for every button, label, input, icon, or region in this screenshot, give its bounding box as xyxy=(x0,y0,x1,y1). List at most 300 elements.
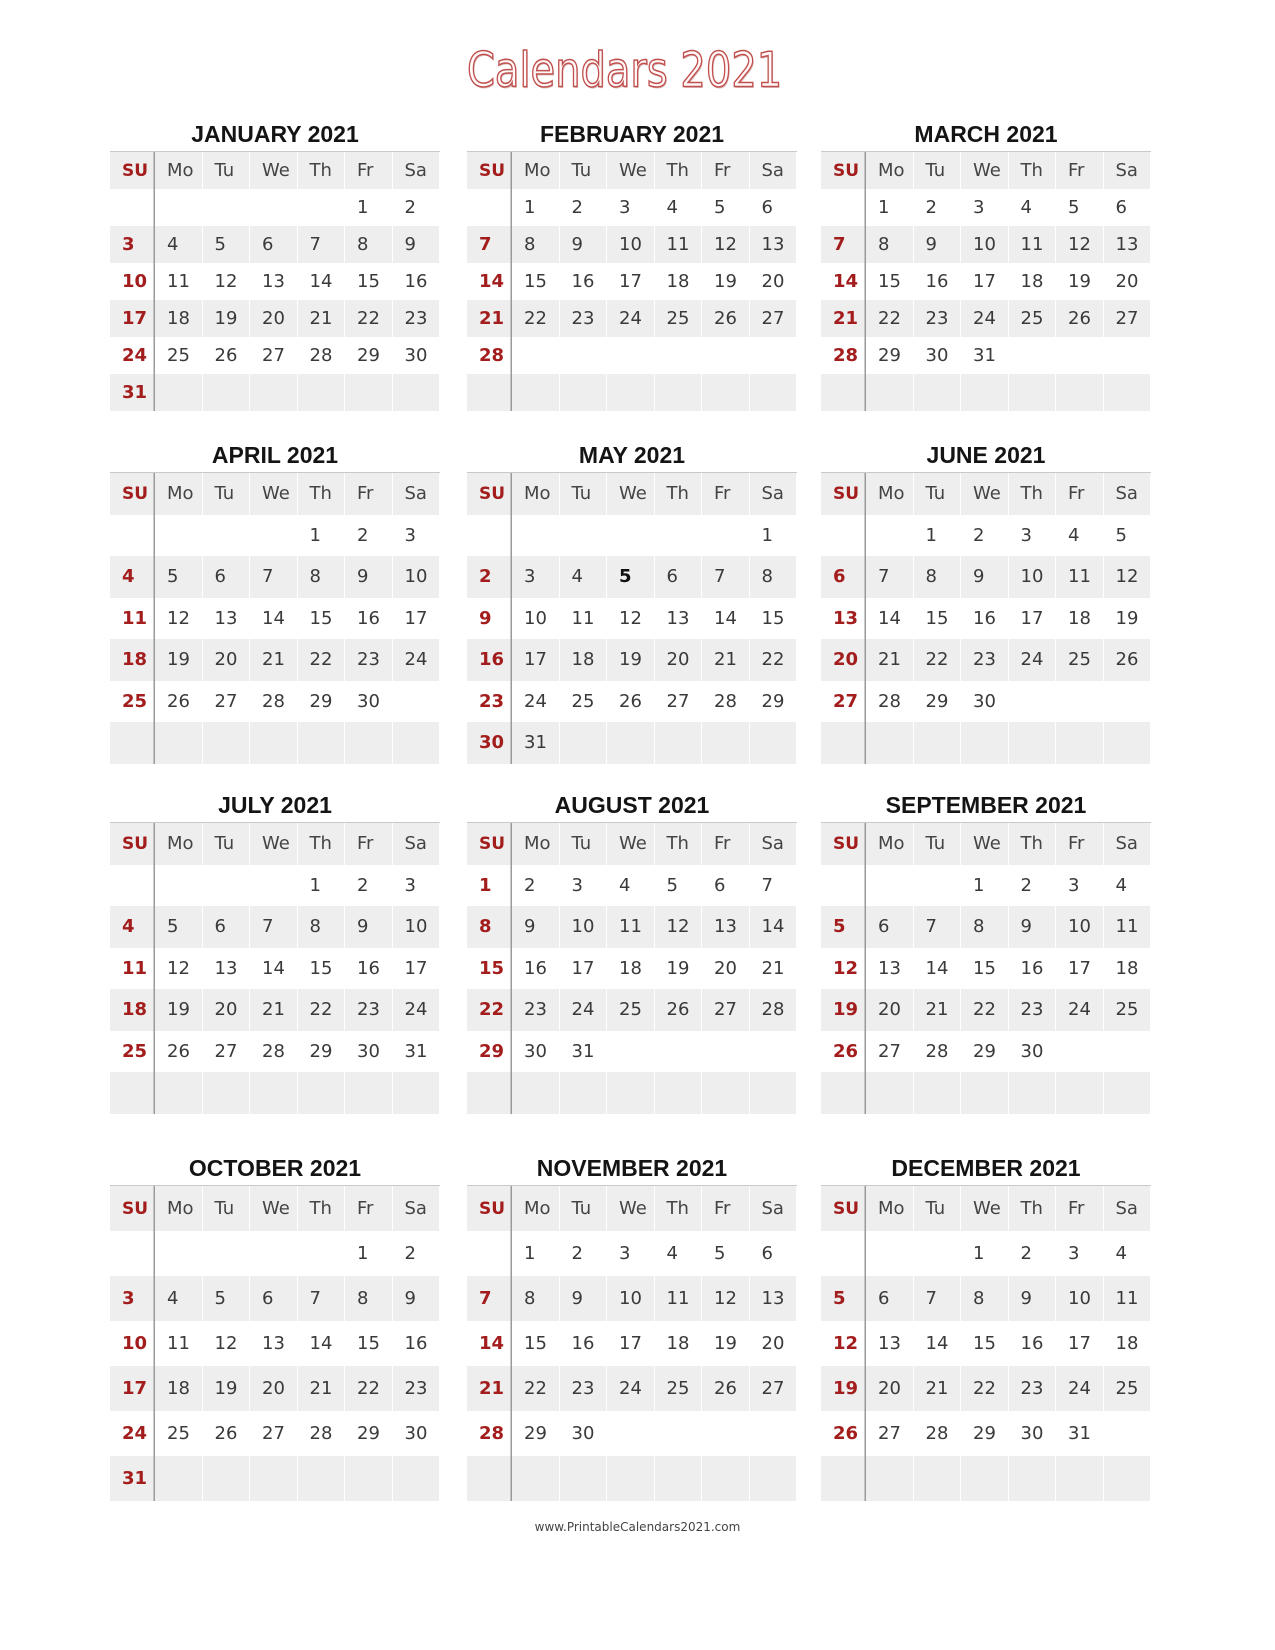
day-cell: 30 xyxy=(1020,1423,1044,1444)
day-cell: 9 xyxy=(512,906,560,948)
weekday-header-th: Th xyxy=(1009,152,1057,189)
empty-cell xyxy=(110,722,155,764)
weekday-header-sa: Sa xyxy=(393,152,441,189)
empty-cell xyxy=(866,865,914,907)
empty-cell xyxy=(914,865,962,907)
day-cell: 1 xyxy=(878,197,890,218)
day-cell: 22 xyxy=(961,1366,1009,1411)
weekday-header-fr: Fr xyxy=(345,473,393,515)
empty-cell xyxy=(655,337,703,374)
day-cell: 15 xyxy=(524,271,547,292)
weekday-header-fr: Fr xyxy=(1056,473,1104,515)
empty-cell xyxy=(203,1072,251,1114)
day-cell: 11 xyxy=(167,271,190,292)
day-cell: 11 xyxy=(1056,556,1104,598)
sunday-day-cell: 12 xyxy=(821,948,866,990)
empty-cell xyxy=(1056,1456,1104,1501)
day-cell: 12 xyxy=(1104,556,1152,598)
day-cell: 7 xyxy=(866,556,914,598)
day-cell: 22 xyxy=(345,1366,393,1411)
empty-cell xyxy=(155,722,203,764)
empty-cell xyxy=(298,1456,346,1501)
day-cell: 2 xyxy=(404,1243,416,1264)
day-cell: 29 xyxy=(973,1423,996,1444)
weekday-header-su: SU xyxy=(110,473,155,515)
empty-cell xyxy=(393,1072,441,1114)
day-cell: 16 xyxy=(357,957,380,979)
day-cell: 3 xyxy=(1068,874,1080,896)
sunday-day-cell: 3 xyxy=(110,226,155,263)
empty-cell xyxy=(607,515,655,557)
month-grid xyxy=(821,472,1151,764)
weekday-header-tu: Tu xyxy=(560,152,608,189)
day-cell: 25 xyxy=(655,300,703,337)
weekday-header-th: Th xyxy=(298,152,346,189)
day-cell: 23 xyxy=(393,1366,441,1411)
day-cell: 2 xyxy=(357,874,369,896)
day-cell: 6 xyxy=(761,1243,773,1264)
day-cell: 2 xyxy=(571,197,583,218)
weekday-header-mo: Mo xyxy=(866,152,914,189)
day-cell: 15 xyxy=(973,1333,996,1354)
weekday-header-fr: Fr xyxy=(702,473,750,515)
empty-cell xyxy=(250,722,298,764)
empty-cell xyxy=(655,722,703,764)
empty-cell xyxy=(866,1072,914,1114)
day-cell: 18 xyxy=(1115,1333,1139,1354)
weekday-header-mo: Mo xyxy=(512,1186,560,1231)
footer-url: www.PrintableCalendars2021.com xyxy=(534,1520,741,1534)
empty-cell xyxy=(1009,374,1057,411)
day-cell: 24 xyxy=(1056,1366,1104,1411)
day-cell: 15 xyxy=(309,607,333,629)
empty-cell xyxy=(467,1072,512,1114)
day-cell: 11 xyxy=(655,226,703,263)
day-cell: 3 xyxy=(973,197,985,218)
day-cell: 30 xyxy=(357,1040,380,1062)
day-cell: 1 xyxy=(524,197,536,218)
empty-cell xyxy=(110,189,155,226)
empty-cell xyxy=(702,1411,750,1456)
empty-cell xyxy=(607,1072,655,1114)
month-title: JUNE 2021 xyxy=(926,442,1046,468)
weekday-header-fr: Fr xyxy=(1056,823,1104,865)
day-cell: 13 xyxy=(214,957,238,979)
empty-cell xyxy=(1009,1456,1057,1501)
sunday-day-cell: 30 xyxy=(467,722,512,764)
empty-cell xyxy=(866,515,914,557)
month-january xyxy=(110,119,440,411)
page-title-text: Calendars 2021 xyxy=(467,43,783,99)
empty-cell xyxy=(467,189,512,226)
day-cell: 24 xyxy=(1009,639,1057,681)
day-cell: 24 xyxy=(393,989,441,1031)
day-cell: 16 xyxy=(524,957,547,979)
empty-cell xyxy=(1056,1072,1104,1114)
sunday-day-cell: 27 xyxy=(821,681,866,723)
day-cell: 4 xyxy=(1115,1243,1127,1264)
weekday-header-we: We xyxy=(961,1186,1009,1231)
day-cell: 25 xyxy=(571,690,595,712)
empty-cell xyxy=(467,374,512,411)
empty-cell xyxy=(1009,337,1057,374)
weekday-header-sa: Sa xyxy=(1104,473,1152,515)
weekday-header-th: Th xyxy=(1009,823,1057,865)
day-cell: 8 xyxy=(345,226,393,263)
day-cell: 10 xyxy=(393,556,441,598)
day-cell: 19 xyxy=(155,639,203,681)
empty-cell xyxy=(1104,681,1152,723)
weekday-header-we: We xyxy=(250,473,298,515)
month-title: DECEMBER 2021 xyxy=(891,1155,1081,1181)
month-title: JANUARY 2021 xyxy=(191,121,359,147)
day-cell: 10 xyxy=(607,226,655,263)
weekday-header-tu: Tu xyxy=(560,1186,608,1231)
sunday-day-cell: 11 xyxy=(110,598,155,640)
sunday-day-cell: 13 xyxy=(821,598,866,640)
day-cell: 13 xyxy=(262,271,285,292)
empty-cell xyxy=(866,374,914,411)
day-cell: 19 xyxy=(203,300,251,337)
day-cell: 12 xyxy=(702,1276,750,1321)
day-cell: 20 xyxy=(203,639,251,681)
day-cell: 6 xyxy=(203,906,251,948)
day-cell: 16 xyxy=(357,607,380,629)
day-cell: 23 xyxy=(560,1366,608,1411)
day-cell: 25 xyxy=(655,1366,703,1411)
empty-cell xyxy=(1104,1031,1152,1073)
day-cell: 28 xyxy=(309,1423,333,1444)
day-cell: 22 xyxy=(961,989,1009,1031)
empty-cell xyxy=(961,374,1009,411)
day-cell: 14 xyxy=(925,957,949,979)
empty-cell xyxy=(512,374,560,411)
day-cell: 22 xyxy=(512,300,560,337)
day-cell: 18 xyxy=(1115,957,1139,979)
day-cell: 30 xyxy=(524,1040,547,1062)
sunday-day-cell: 12 xyxy=(821,1321,866,1366)
empty-cell xyxy=(1104,337,1152,374)
day-cell: 11 xyxy=(1009,226,1057,263)
empty-cell xyxy=(702,337,750,374)
month-grid xyxy=(110,472,440,764)
day-cell: 16 xyxy=(404,1333,428,1354)
empty-cell xyxy=(467,515,512,557)
day-cell: 12 xyxy=(167,957,190,979)
day-cell: 20 xyxy=(655,639,703,681)
day-cell: 6 xyxy=(761,197,773,218)
day-cell: 10 xyxy=(1056,1276,1104,1321)
day-cell: 17 xyxy=(1020,607,1044,629)
month-grid xyxy=(467,822,797,1114)
weekday-header-su: SU xyxy=(110,152,155,189)
day-cell: 19 xyxy=(714,1333,737,1354)
weekday-header-we: We xyxy=(250,152,298,189)
weekday-header-fr: Fr xyxy=(345,823,393,865)
month-title: AUGUST 2021 xyxy=(554,792,710,818)
day-cell: 18 xyxy=(1020,271,1044,292)
empty-cell xyxy=(655,515,703,557)
day-cell: 13 xyxy=(262,1333,285,1354)
weekday-header-th: Th xyxy=(655,473,703,515)
day-cell: 26 xyxy=(214,345,238,366)
day-cell: 28 xyxy=(925,1040,949,1062)
day-cell: 12 xyxy=(1056,226,1104,263)
day-cell: 7 xyxy=(298,1276,346,1321)
empty-cell xyxy=(512,337,560,374)
weekday-header-sa: Sa xyxy=(750,823,798,865)
empty-cell xyxy=(655,1456,703,1501)
day-cell: 6 xyxy=(1115,197,1127,218)
empty-cell xyxy=(298,1231,346,1276)
day-cell: 16 xyxy=(571,1333,595,1354)
sunday-day-cell: 26 xyxy=(821,1411,866,1456)
day-cell: 30 xyxy=(973,690,996,712)
day-cell: 2 xyxy=(571,1243,583,1264)
day-cell: 10 xyxy=(961,226,1009,263)
empty-cell xyxy=(1009,1072,1057,1114)
empty-cell xyxy=(155,1231,203,1276)
empty-cell xyxy=(821,1231,866,1276)
day-cell: 9 xyxy=(393,1276,441,1321)
day-cell: 22 xyxy=(750,639,798,681)
empty-cell xyxy=(607,337,655,374)
day-cell: 8 xyxy=(298,906,346,948)
empty-cell xyxy=(1104,1072,1152,1114)
weekday-header-tu: Tu xyxy=(914,1186,962,1231)
empty-cell xyxy=(702,722,750,764)
day-cell: 22 xyxy=(512,1366,560,1411)
day-cell: 18 xyxy=(666,1333,690,1354)
weekday-header-sa: Sa xyxy=(1104,1186,1152,1231)
empty-cell xyxy=(250,1072,298,1114)
day-cell: 23 xyxy=(961,639,1009,681)
day-cell: 30 xyxy=(404,1423,428,1444)
empty-cell xyxy=(298,189,346,226)
day-cell: 26 xyxy=(702,1366,750,1411)
day-cell: 25 xyxy=(1104,989,1152,1031)
day-cell: 17 xyxy=(619,1333,642,1354)
empty-cell xyxy=(961,1072,1009,1114)
day-cell: 20 xyxy=(203,989,251,1031)
weekday-header-mo: Mo xyxy=(866,473,914,515)
day-cell: 9 xyxy=(345,906,393,948)
empty-cell xyxy=(607,1031,655,1073)
weekday-header-mo: Mo xyxy=(155,1186,203,1231)
weekday-header-fr: Fr xyxy=(702,823,750,865)
day-cell: 21 xyxy=(702,639,750,681)
day-cell: 1 xyxy=(973,1243,985,1264)
sunday-day-cell: 28 xyxy=(467,1411,512,1456)
day-cell: 19 xyxy=(714,271,737,292)
day-cell: 2 xyxy=(357,524,369,546)
empty-cell xyxy=(345,1072,393,1114)
empty-cell xyxy=(250,374,298,411)
sunday-day-cell: 7 xyxy=(467,226,512,263)
sunday-day-cell: 1 xyxy=(467,865,512,907)
day-cell: 8 xyxy=(914,556,962,598)
empty-cell xyxy=(1009,681,1057,723)
empty-cell xyxy=(914,1231,962,1276)
day-cell: 26 xyxy=(619,690,642,712)
empty-cell xyxy=(298,374,346,411)
day-cell: 13 xyxy=(666,607,690,629)
day-cell: 13 xyxy=(750,1276,798,1321)
day-cell: 1 xyxy=(524,1243,536,1264)
empty-cell xyxy=(560,337,608,374)
day-cell: 21 xyxy=(298,300,346,337)
empty-cell xyxy=(110,1231,155,1276)
day-cell: 29 xyxy=(309,1040,333,1062)
day-cell: 21 xyxy=(866,639,914,681)
weekday-header-tu: Tu xyxy=(914,823,962,865)
day-cell: 19 xyxy=(607,639,655,681)
sunday-day-cell: 7 xyxy=(821,226,866,263)
day-cell: 21 xyxy=(250,989,298,1031)
day-cell: 16 xyxy=(925,271,949,292)
day-cell: 16 xyxy=(571,271,595,292)
sunday-day-cell: 29 xyxy=(467,1031,512,1073)
day-cell: 9 xyxy=(560,226,608,263)
empty-cell xyxy=(914,374,962,411)
sunday-day-cell: 23 xyxy=(467,681,512,723)
empty-cell xyxy=(607,1456,655,1501)
day-cell: 9 xyxy=(1009,906,1057,948)
empty-cell xyxy=(110,865,155,907)
day-cell: 23 xyxy=(1009,989,1057,1031)
empty-cell xyxy=(250,1231,298,1276)
month-title: FEBRUARY 2021 xyxy=(539,121,725,147)
day-cell: 27 xyxy=(214,1040,238,1062)
empty-cell xyxy=(1009,722,1057,764)
empty-cell xyxy=(750,1072,798,1114)
day-cell: 11 xyxy=(571,607,595,629)
day-cell: 28 xyxy=(750,989,798,1031)
sunday-day-cell: 28 xyxy=(467,337,512,374)
day-cell: 3 xyxy=(619,1243,631,1264)
day-cell: 30 xyxy=(925,345,949,366)
day-cell: 16 xyxy=(973,607,996,629)
weekday-header-su: SU xyxy=(467,152,512,189)
empty-cell xyxy=(866,1456,914,1501)
day-cell: 5 xyxy=(607,556,655,598)
day-cell: 15 xyxy=(357,271,380,292)
day-cell: 29 xyxy=(309,690,333,712)
day-cell: 14 xyxy=(750,906,798,948)
day-cell: 27 xyxy=(262,345,285,366)
month-september xyxy=(821,790,1151,1114)
day-cell: 13 xyxy=(750,226,798,263)
day-cell: 5 xyxy=(714,1243,726,1264)
month-grid xyxy=(821,1185,1151,1501)
day-cell: 1 xyxy=(357,197,369,218)
sunday-day-cell: 21 xyxy=(821,300,866,337)
empty-cell xyxy=(203,515,251,557)
day-cell: 7 xyxy=(761,874,773,896)
day-cell: 4 xyxy=(666,197,678,218)
day-cell: 9 xyxy=(345,556,393,598)
weekday-header-we: We xyxy=(250,823,298,865)
month-april xyxy=(110,440,440,764)
day-cell: 15 xyxy=(524,1333,547,1354)
empty-cell xyxy=(467,1456,512,1501)
day-cell: 11 xyxy=(655,1276,703,1321)
day-cell: 15 xyxy=(925,607,949,629)
weekday-header-fr: Fr xyxy=(345,152,393,189)
empty-cell xyxy=(1104,1456,1152,1501)
day-cell: 24 xyxy=(524,690,547,712)
empty-cell xyxy=(1056,374,1104,411)
month-february xyxy=(467,119,797,411)
day-cell: 18 xyxy=(155,300,203,337)
empty-cell xyxy=(821,1072,866,1114)
day-cell: 7 xyxy=(250,556,298,598)
day-cell: 29 xyxy=(357,345,380,366)
weekday-header-we: We xyxy=(961,152,1009,189)
day-cell: 5 xyxy=(155,556,203,598)
empty-cell xyxy=(345,722,393,764)
day-cell: 21 xyxy=(250,639,298,681)
day-cell: 8 xyxy=(512,226,560,263)
empty-cell xyxy=(750,1456,798,1501)
empty-cell xyxy=(1056,722,1104,764)
day-cell: 26 xyxy=(702,300,750,337)
day-cell: 7 xyxy=(298,226,346,263)
day-cell: 12 xyxy=(214,1333,238,1354)
sunday-day-cell: 14 xyxy=(467,1321,512,1366)
weekday-header-mo: Mo xyxy=(512,473,560,515)
weekday-header-su: SU xyxy=(467,473,512,515)
day-cell: 18 xyxy=(666,271,690,292)
day-cell: 27 xyxy=(1104,300,1152,337)
day-cell: 7 xyxy=(702,556,750,598)
day-cell: 14 xyxy=(925,1333,949,1354)
sunday-day-cell: 22 xyxy=(467,989,512,1031)
empty-cell xyxy=(155,1456,203,1501)
day-cell: 29 xyxy=(524,1423,547,1444)
day-cell: 16 xyxy=(1020,957,1044,979)
day-cell: 26 xyxy=(1104,639,1152,681)
sunday-day-cell: 20 xyxy=(821,639,866,681)
empty-cell xyxy=(821,515,866,557)
sunday-day-cell: 25 xyxy=(110,1031,155,1073)
day-cell: 17 xyxy=(404,607,428,629)
empty-cell xyxy=(914,1456,962,1501)
weekday-header-we: We xyxy=(961,823,1009,865)
empty-cell xyxy=(750,722,798,764)
month-december xyxy=(821,1153,1151,1501)
day-cell: 12 xyxy=(702,226,750,263)
empty-cell xyxy=(203,374,251,411)
empty-cell xyxy=(914,1072,962,1114)
empty-cell xyxy=(961,722,1009,764)
day-cell: 4 xyxy=(1068,524,1080,546)
day-cell: 19 xyxy=(1115,607,1139,629)
day-cell: 9 xyxy=(393,226,441,263)
day-cell: 30 xyxy=(404,345,428,366)
day-cell: 19 xyxy=(1068,271,1091,292)
day-cell: 24 xyxy=(961,300,1009,337)
month-grid xyxy=(467,1185,797,1501)
day-cell: 26 xyxy=(1056,300,1104,337)
sunday-day-cell: 10 xyxy=(110,263,155,300)
day-cell: 28 xyxy=(714,690,737,712)
weekday-header-mo: Mo xyxy=(155,473,203,515)
weekday-header-we: We xyxy=(607,152,655,189)
day-cell: 16 xyxy=(1020,1333,1044,1354)
day-cell: 18 xyxy=(560,639,608,681)
weekday-header-we: We xyxy=(607,1186,655,1231)
